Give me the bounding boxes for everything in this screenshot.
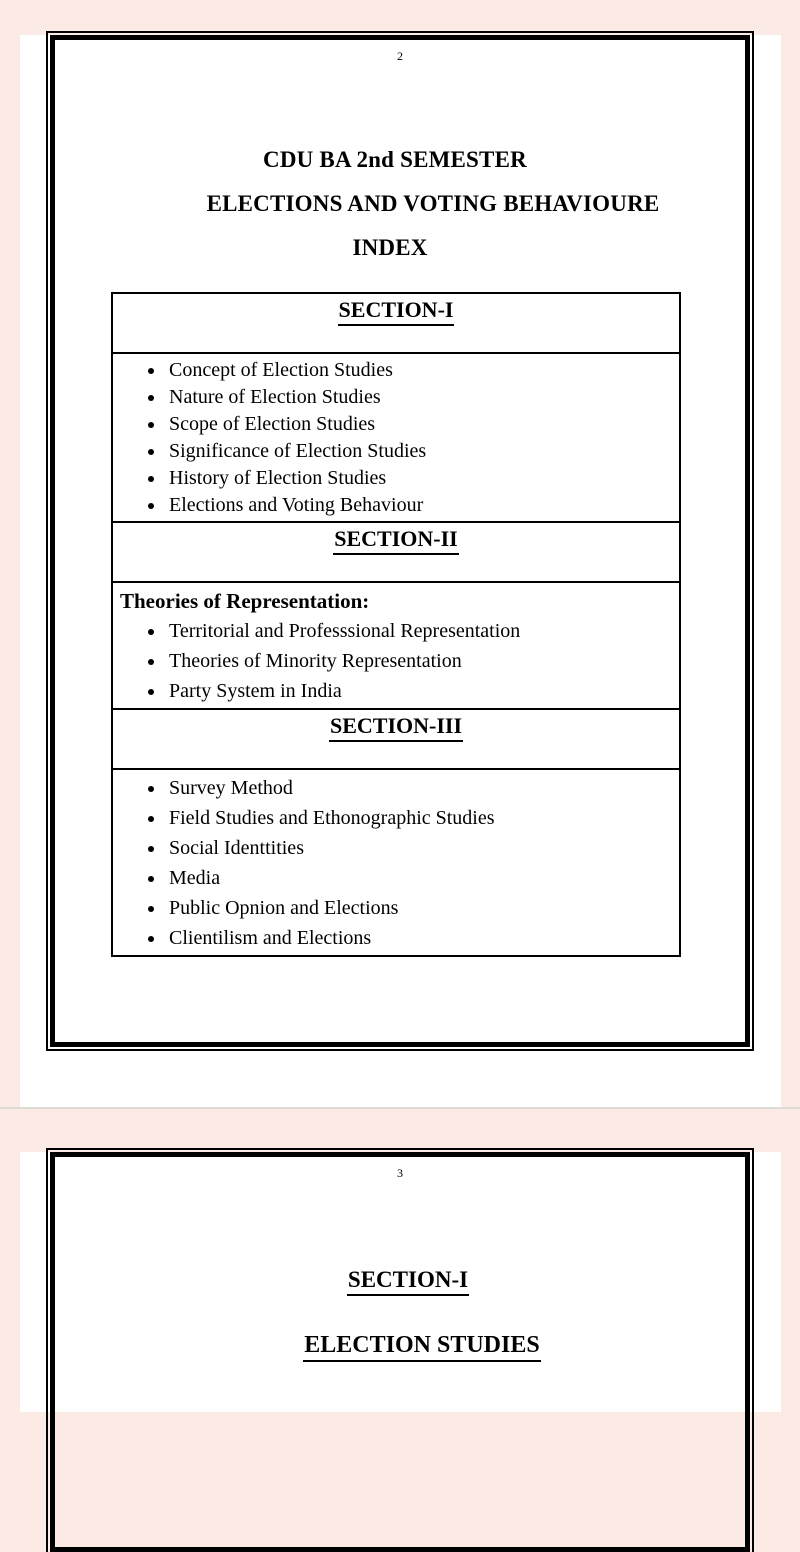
topic-item: • Media [166, 863, 675, 893]
topic-item: • Concept of Election Studies [166, 357, 675, 384]
page-separator [0, 1107, 800, 1120]
section-header: SECTION-I [338, 296, 455, 326]
topic-item: • Public Opnion and Elections [166, 893, 675, 923]
chapter-heading [77, 1332, 767, 1362]
section-header-cell [112, 522, 680, 582]
document-page-3 [20, 1152, 781, 1412]
table-row [112, 293, 680, 353]
topic-item: • Elections and Voting Behaviour [166, 492, 675, 519]
topic-item: • Theories of Minority Representation [166, 646, 675, 676]
document-page-2 [20, 35, 781, 1107]
table-row [112, 582, 680, 709]
page-number: 2 [397, 49, 403, 63]
chapter-heading-text: ELECTION STUDIES [303, 1332, 540, 1362]
topic-item: • Scope of Election Studies [166, 411, 675, 438]
section-header: SECTION-II [333, 525, 458, 555]
table-row [112, 769, 680, 956]
document-title-line: INDEX [352, 235, 428, 260]
section-header-cell [112, 293, 680, 353]
section-heading [63, 1267, 753, 1296]
table-row [112, 353, 680, 522]
topic-item: • Party System in India [166, 676, 675, 706]
table-row [112, 522, 680, 582]
page-border-frame [50, 35, 750, 1047]
topic-item: • Territorial and Professsional Representation [166, 616, 675, 646]
section-header: SECTION-III [329, 712, 463, 742]
topic-list [117, 773, 675, 953]
topic-list-cell [112, 582, 680, 709]
index-table [111, 292, 681, 957]
topic-list-cell [112, 769, 680, 956]
page-number: 3 [397, 1166, 403, 1180]
document-title-block [55, 138, 745, 270]
document-title-line: CDU BA 2nd SEMESTER [263, 147, 527, 172]
list-intro-heading: Theories of Representation: [120, 589, 370, 613]
topic-item: • Field Studies and Ethonographic Studies [166, 803, 675, 833]
topic-list [117, 357, 675, 519]
topic-list [117, 616, 675, 706]
topic-item: • Significance of Election Studies [166, 438, 675, 465]
topic-item: • Clientilism and Elections [166, 923, 675, 953]
topic-list-cell [112, 353, 680, 522]
section-heading-text: SECTION-I [347, 1267, 469, 1296]
document-title-line: ELECTIONS AND VOTING BEHAVIOURE [206, 191, 660, 216]
topic-item: • Survey Method [166, 773, 675, 803]
topic-item: • Nature of Election Studies [166, 384, 675, 411]
topic-item: • Social Identtities [166, 833, 675, 863]
page-border-frame [50, 1152, 750, 1552]
table-row [112, 709, 680, 769]
topic-item: • History of Election Studies [166, 465, 675, 492]
section-header-cell [112, 709, 680, 769]
